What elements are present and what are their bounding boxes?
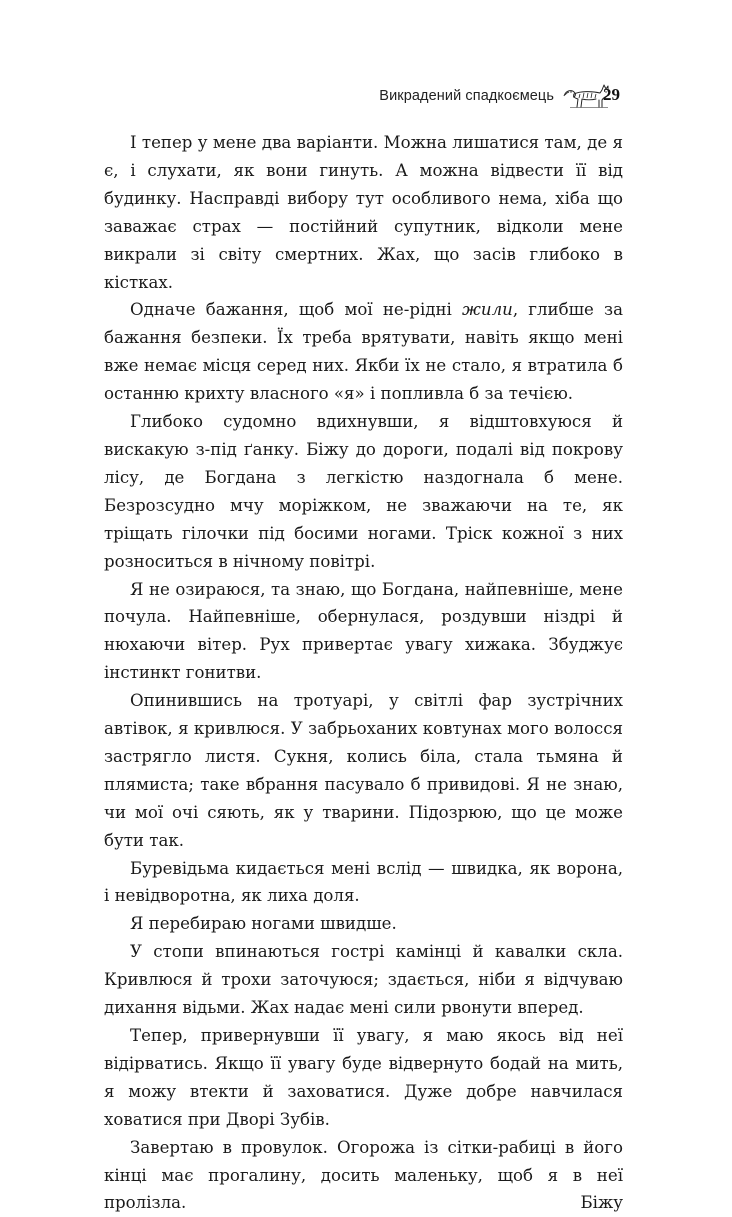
paragraph: І тепер у мене два варіанти. Можна лишатися там, де я є, і слухати, як вони гинуть. А можна відвести її від будинку. Насправді вибору тут особливого нема, хіба що заважає страх — постійний супутник, відколи мене викрали зі світу смертних. Жах, що засів глибоко в кістках.: [104, 133, 623, 292]
body-text: [104, 129, 623, 1217]
running-head: [379, 82, 622, 110]
paragraph-text: Одначе бажання, щоб мої не-рідні: [130, 300, 463, 320]
paragraph: Опинившись на тротуарі, у світлі фар зустрічних автівок, я кривлюся. У забрьоханих ковтунах мого волосся застрягло листя. Сукня, колись біла, стала тьмяна й плямиста; таке вбрання пасувало б привидові. Я не знаю, чи мої очі сяють, як у тварини. Підозрюю, що це може бути так.: [104, 691, 623, 850]
paragraph-text: , глибше за бажання безпеки. Їх треба врятувати, навіть якщо мені вже немає місця серед них. Якби їх не стало, я втратила б останню крихту власного «я» і попливла б за течією.: [104, 300, 623, 404]
paragraph: Я не озираюся, та знаю, що Богдана, найпевніше, мене почула. Найпевніше, обернулася, роздувши ніздрі й нюхаючи вітер. Рух привертає увагу хижака. Збуджує інстинкт гонитви.: [104, 579, 623, 683]
paragraph: Тепер, привернувши її увагу, я маю якось від неї відірватись. Якщо її увагу буде відвернуто бодай на мить, я можу втекти й заховатися. Дуже добре навчилася ховатися при Дворі Зубів.: [104, 1026, 623, 1129]
paragraph: [104, 296, 623, 408]
paragraph: У стопи впинаються гострі камінці й кавалки скла. Кривлюся й трохи заточуюся; здається, ніби я відчуваю дихання відьми. Жах надає мені сили рвонути вперед.: [104, 942, 623, 1018]
paragraph: Завертаю в провулок. Огорожа із сітки-рабиці в його кінці має прогалину, досить маленьку, щоб я в неї пролізла. Біжу: [104, 1137, 623, 1213]
running-title: Викрадений спадкоємець: [379, 88, 554, 104]
paragraph: Глибоко судомно вдихнувши, я відштовхуюся й вискакую з-під ґанку. Біжу до дороги, подалі від покрову лісу, де Богдана з легкістю наздогнала б мене. Безрозсудно мчу моріжком, не зважаючи на те, як тріщать гілочки під босими ногами. Тріск кожної з них розноситься в нічному повітрі.: [104, 412, 623, 571]
page-number: 29: [603, 85, 620, 104]
emphasis-text: жили: [462, 300, 513, 320]
paragraph: Я перебираю ногами швидше.: [130, 914, 397, 934]
paragraph: Буревідьма кидається мені вслід — швидка, як ворона, і невідворотна, як лиха доля.: [104, 858, 623, 906]
